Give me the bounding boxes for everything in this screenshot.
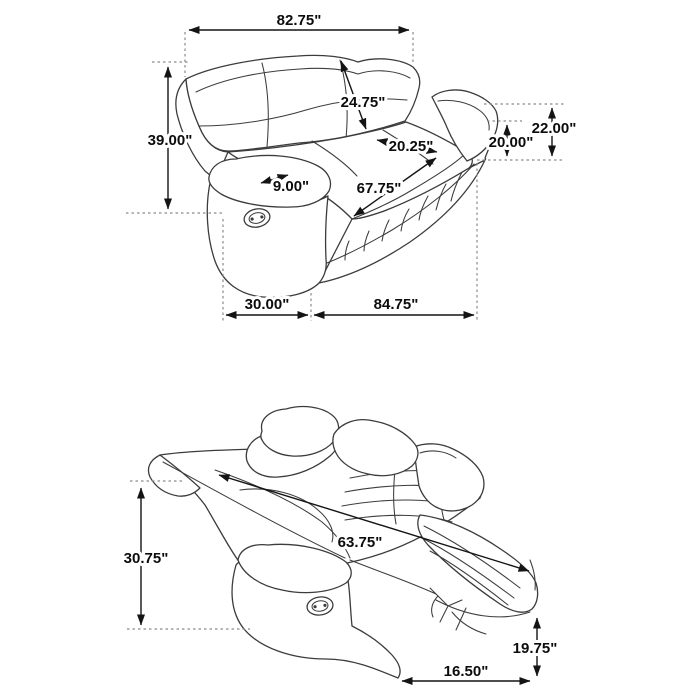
sofa-upright-drawing [176, 55, 498, 297]
footrest-extended [418, 515, 538, 612]
dim-label-seat-depth: 20.25" [388, 138, 434, 155]
dim-label-footrest-height: 19.75" [512, 640, 558, 657]
dim-label-seat-width: 67.75" [356, 180, 402, 197]
dim-label-arm-height: 22.00" [531, 120, 577, 137]
dimension-footrest-extension [402, 663, 530, 681]
base-front-edge [350, 560, 436, 594]
dim-label-reclined-back-height: 30.75" [123, 550, 169, 567]
dim-label-overall-width: 82.75" [276, 12, 322, 29]
dim-label-reclined-length: 63.75" [337, 534, 383, 551]
dimension-footrest-height [513, 618, 558, 676]
upright-view [126, 12, 576, 321]
dim-label-seat-height: 20.00" [488, 134, 534, 151]
reclined-view [124, 407, 558, 681]
dim-label-overall-depth: 30.00" [244, 296, 290, 313]
dimension-front-width [314, 296, 474, 315]
dim-label-front-width: 84.75" [373, 296, 419, 313]
dim-label-footrest-extension: 16.50" [443, 663, 489, 680]
dim-label-back-height: 24.75" [340, 94, 386, 111]
dim-label-overall-height: 39.00" [147, 132, 193, 149]
dim-label-arm-top-width: 9.00" [272, 178, 310, 195]
